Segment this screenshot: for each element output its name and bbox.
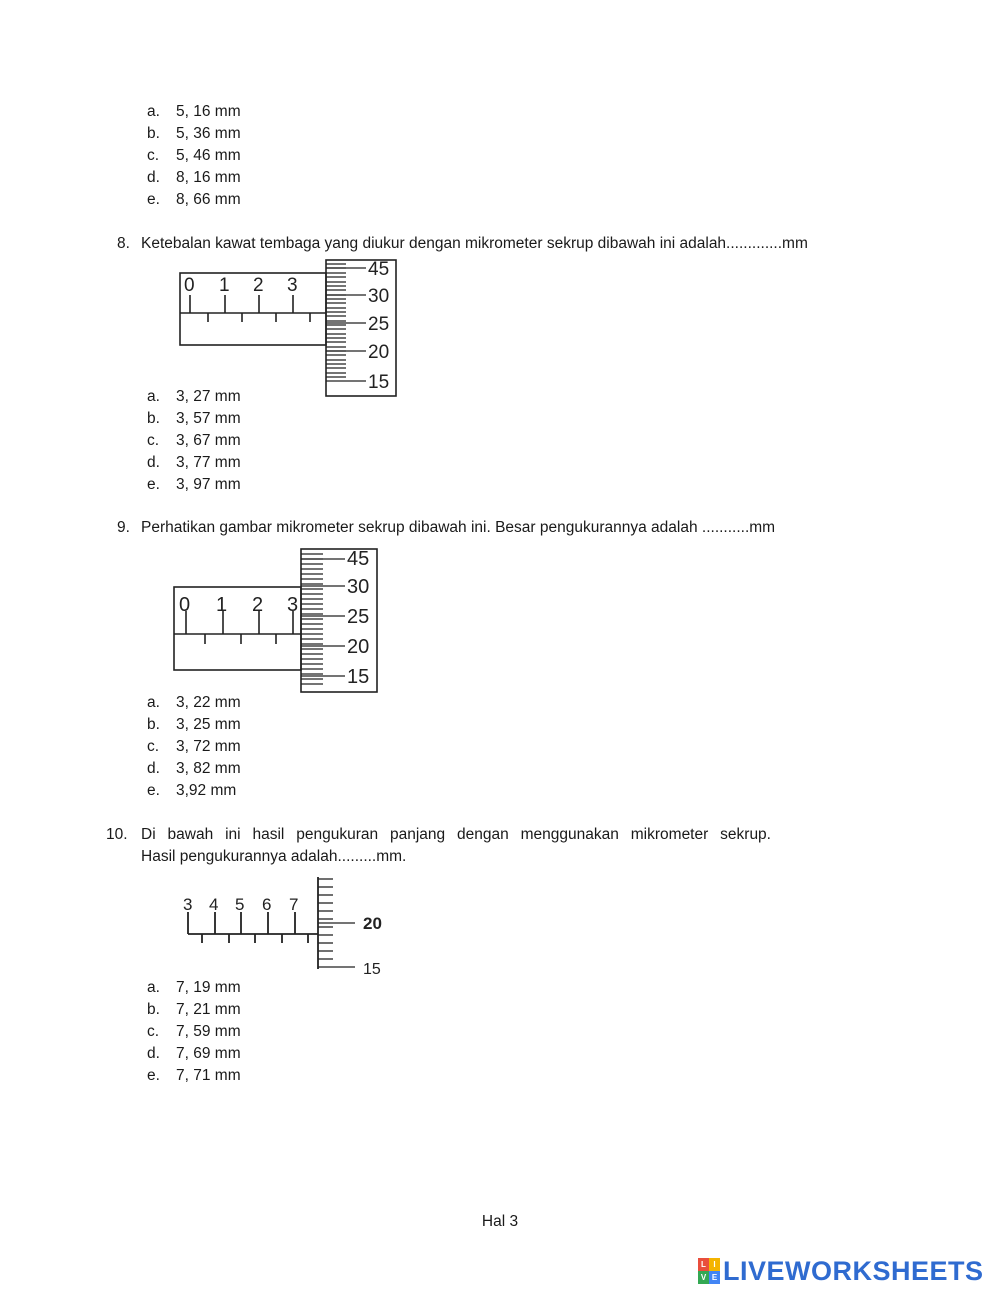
q9-thimble-label: 30 (347, 576, 370, 598)
q9-option-e[interactable] (147, 781, 236, 801)
q8-question-text: Ketebalan kawat tembaga yang diukur dengan mikrometer sekrup dibawah ini adalah.............mm (141, 235, 808, 252)
option-text: 7, 69 mm (176, 1045, 241, 1062)
option-letter: d. (147, 169, 160, 186)
option-letter: e. (147, 191, 160, 208)
q8-thimble-label: 25 (368, 314, 390, 335)
liveworksheets-logo[interactable] (698, 1255, 984, 1287)
option-text: 3, 77 mm (176, 454, 241, 471)
option-letter: b. (147, 410, 160, 427)
q10-question-text-line1: Di bawah ini hasil pengukuran panjang dengan menggunakan mikrometer sekrup. (141, 826, 771, 843)
q8-sleeve-label: 2 (253, 275, 264, 296)
q10-option-a[interactable] (147, 978, 241, 998)
q8-sleeve-label: 1 (219, 275, 230, 296)
q10-option-d[interactable] (147, 1044, 241, 1064)
logo-tile: V (698, 1271, 709, 1284)
q8-sleeve-label: 0 (184, 275, 195, 296)
q10-number: 10. (106, 826, 128, 843)
q10-sleeve-label: 7 (289, 895, 299, 914)
q9-option-a[interactable] (147, 693, 241, 713)
option-text: 3, 25 mm (176, 716, 241, 733)
q7-option-d[interactable] (147, 168, 241, 188)
option-letter: d. (147, 454, 160, 471)
option-text: 3, 72 mm (176, 738, 241, 755)
q9-sleeve (174, 587, 301, 670)
logo-tile: L (698, 1258, 709, 1271)
option-letter: e. (147, 1067, 160, 1084)
q8-option-a[interactable] (147, 387, 241, 407)
q8-option-b[interactable] (147, 409, 241, 429)
q10-sleeve-label: 3 (183, 895, 193, 914)
q8-number: 8. (117, 235, 130, 252)
option-text: 5, 16 mm (176, 103, 241, 120)
q9-sleeve-label: 1 (216, 594, 228, 616)
logo-tile: E (709, 1271, 720, 1284)
option-letter: c. (147, 1023, 160, 1040)
liveworksheets-logo-text: LIVEWORKSHEETS (723, 1255, 984, 1286)
liveworksheets-logo-icon (698, 1258, 720, 1284)
q9-sleeve-label: 3 (287, 594, 299, 616)
q9-thimble-label: 25 (347, 606, 370, 628)
option-text: 3, 57 mm (176, 410, 241, 427)
q9-question-text: Perhatikan gambar mikrometer sekrup dibawah ini. Besar pengukurannya adalah ...........mm (141, 519, 776, 536)
option-text: 5, 36 mm (176, 125, 241, 142)
option-text: 5, 46 mm (176, 147, 241, 164)
q7-option-e[interactable] (147, 190, 241, 210)
q10-sleeve-label: 4 (209, 895, 219, 914)
q7-option-c[interactable] (147, 146, 241, 166)
option-letter: c. (147, 432, 160, 449)
option-letter: d. (147, 1045, 160, 1062)
q8-thimble-label: 20 (368, 342, 390, 363)
q7-option-a[interactable] (147, 102, 241, 122)
q9-option-d[interactable] (147, 759, 241, 779)
q9-thimble-label: 15 (347, 666, 370, 688)
q9-number: 9. (117, 519, 130, 536)
option-letter: b. (147, 716, 160, 733)
option-text: 8, 16 mm (176, 169, 241, 186)
q8-sleeve-label: 3 (287, 275, 298, 296)
option-letter: b. (147, 1001, 160, 1018)
q8-option-d[interactable] (147, 453, 241, 473)
q8-micrometer-figure (170, 254, 410, 399)
option-letter: a. (147, 103, 160, 120)
q9-option-c[interactable] (147, 737, 241, 757)
logo-tile: I (709, 1258, 720, 1271)
q8-option-c[interactable] (147, 431, 241, 451)
option-text: 3, 82 mm (176, 760, 241, 777)
option-letter: e. (147, 782, 160, 799)
option-letter: b. (147, 125, 160, 142)
option-text: 7, 19 mm (176, 979, 241, 996)
q8-thimble-label: 15 (368, 372, 390, 393)
option-text: 7, 59 mm (176, 1023, 241, 1040)
q7-option-b[interactable] (147, 124, 241, 144)
q10-question-text-line2: Hasil pengukurannya adalah.........mm. (141, 848, 407, 865)
q8-option-e[interactable] (147, 475, 241, 495)
option-text: 3, 67 mm (176, 432, 241, 449)
q10-thimble-label: 20 (363, 914, 382, 933)
q9-thimble-label: 45 (347, 548, 370, 570)
option-letter: c. (147, 147, 160, 164)
option-text: 3, 22 mm (176, 694, 241, 711)
option-letter: a. (147, 694, 160, 711)
option-text: 7, 71 mm (176, 1067, 241, 1084)
page-number: Hal 3 (481, 1213, 519, 1230)
option-text: 3, 27 mm (176, 388, 241, 405)
q8-thimble-label: 30 (368, 286, 390, 307)
option-letter: c. (147, 738, 160, 755)
option-text: 3, 97 mm (176, 476, 241, 493)
q9-micrometer-figure (165, 544, 385, 696)
option-text: 8, 66 mm (176, 191, 241, 208)
option-letter: a. (147, 979, 160, 996)
q10-sleeve-label: 6 (262, 895, 272, 914)
q9-sleeve-label: 2 (252, 594, 264, 616)
q10-option-b[interactable] (147, 1000, 241, 1020)
q10-sleeve-label: 5 (235, 895, 245, 914)
q9-option-b[interactable] (147, 715, 241, 735)
option-letter: a. (147, 388, 160, 405)
option-text: 3,92 mm (176, 782, 237, 799)
q10-thimble-label: 15 (363, 961, 381, 978)
option-letter: e. (147, 476, 160, 493)
q10-micrometer-figure (175, 872, 390, 980)
q9-thimble-label: 20 (347, 636, 370, 658)
option-letter: d. (147, 760, 160, 777)
q10-option-e[interactable] (147, 1066, 241, 1086)
q10-option-c[interactable] (147, 1022, 241, 1042)
q8-thimble-label: 45 (368, 259, 390, 280)
q9-sleeve-label: 0 (179, 594, 191, 616)
option-text: 7, 21 mm (176, 1001, 241, 1018)
